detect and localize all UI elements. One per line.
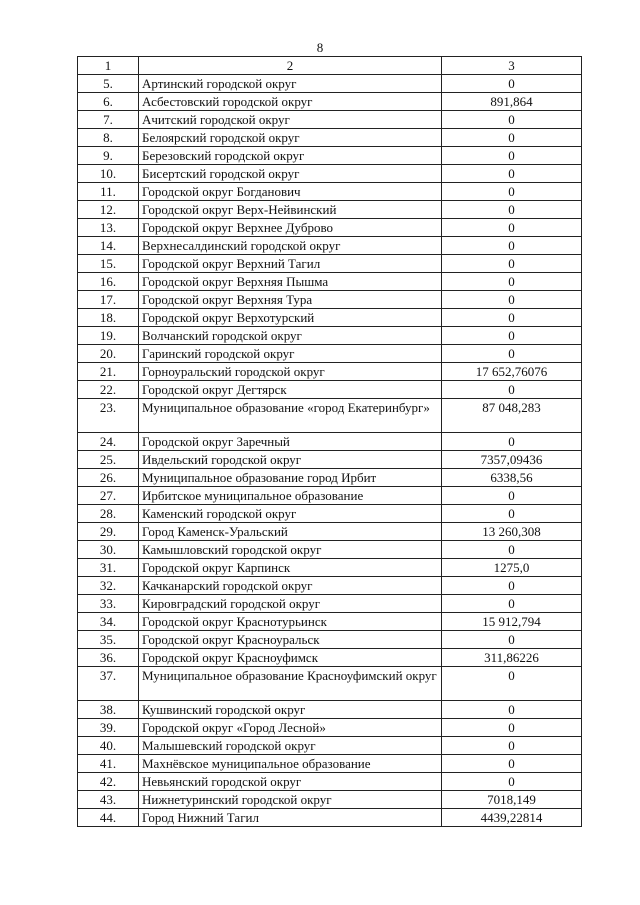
table-row: [78, 255, 582, 273]
column-header-value: 3: [442, 57, 582, 75]
row-value: 0: [442, 737, 582, 755]
table-row: [78, 505, 582, 523]
row-name: Горноуральский городской округ: [139, 363, 442, 381]
table-row: [78, 487, 582, 505]
row-number: 23.: [78, 399, 139, 433]
row-number: 43.: [78, 791, 139, 809]
row-number: 32.: [78, 577, 139, 595]
row-number: 9.: [78, 147, 139, 165]
row-name: Городской округ Красноуральск: [139, 631, 442, 649]
row-number: 31.: [78, 559, 139, 577]
row-number: 40.: [78, 737, 139, 755]
row-value: 7018,149: [442, 791, 582, 809]
row-name: Городской округ Богданович: [139, 183, 442, 201]
row-name: Артинский городской округ: [139, 75, 442, 93]
row-value: 0: [442, 219, 582, 237]
table-row: [78, 291, 582, 309]
row-value: 0: [442, 255, 582, 273]
row-name: Городской округ Красноуфимск: [139, 649, 442, 667]
row-name: Гаринский городской округ: [139, 345, 442, 363]
table-row: [78, 345, 582, 363]
row-value: 0: [442, 129, 582, 147]
table-row: [78, 737, 582, 755]
row-name: Камышловский городской округ: [139, 541, 442, 559]
row-name: Белоярский городской округ: [139, 129, 442, 147]
row-name: Невьянский городской округ: [139, 773, 442, 791]
row-name: Городской округ Верхняя Тура: [139, 291, 442, 309]
page-number: 8: [316, 40, 324, 55]
row-name: Верхнесалдинский городской округ: [139, 237, 442, 255]
row-value: 0: [442, 577, 582, 595]
table-row: [78, 309, 582, 327]
row-value: 0: [442, 381, 582, 399]
row-value: 17 652,76076: [442, 363, 582, 381]
row-number: 25.: [78, 451, 139, 469]
row-name: Махнёвское муниципальное образование: [139, 755, 442, 773]
row-number: 7.: [78, 111, 139, 129]
row-name: Бисертский городской округ: [139, 165, 442, 183]
row-value: 0: [442, 433, 582, 451]
row-value: 0: [442, 165, 582, 183]
row-name: Муниципальное образование «город Екатеринбург»: [139, 399, 442, 433]
row-name: Качканарский городской округ: [139, 577, 442, 595]
row-name: Городской округ «Город Лесной»: [139, 719, 442, 737]
row-number: 19.: [78, 327, 139, 345]
row-value: 0: [442, 719, 582, 737]
row-number: 20.: [78, 345, 139, 363]
row-name: Город Нижний Тагил: [139, 809, 442, 827]
table-row: [78, 559, 582, 577]
row-value: 0: [442, 273, 582, 291]
row-name: Городской округ Заречный: [139, 433, 442, 451]
row-value: 1275,0: [442, 559, 582, 577]
table-row: [78, 577, 582, 595]
row-name: Городской округ Верхнее Дуброво: [139, 219, 442, 237]
row-name: Ирбитское муниципальное образование: [139, 487, 442, 505]
table-row: [78, 719, 582, 737]
row-number: 13.: [78, 219, 139, 237]
row-value: 0: [442, 183, 582, 201]
row-name: Нижнетуринский городской округ: [139, 791, 442, 809]
row-value: 0: [442, 309, 582, 327]
row-name: Кировградский городской округ: [139, 595, 442, 613]
row-name: Ивдельский городской округ: [139, 451, 442, 469]
table-row: [78, 75, 582, 93]
row-name: Городской округ Дегтярск: [139, 381, 442, 399]
row-number: 16.: [78, 273, 139, 291]
row-number: 28.: [78, 505, 139, 523]
table-row: [78, 631, 582, 649]
table-row: [78, 433, 582, 451]
row-value: 0: [442, 541, 582, 559]
row-number: 30.: [78, 541, 139, 559]
row-value: 0: [442, 147, 582, 165]
row-name: Городской округ Верх-Нейвинский: [139, 201, 442, 219]
table-row: [78, 111, 582, 129]
row-name: Муниципальное образование город Ирбит: [139, 469, 442, 487]
row-number: 27.: [78, 487, 139, 505]
table-header-row: [78, 57, 582, 75]
table-row: [78, 165, 582, 183]
row-value: 0: [442, 631, 582, 649]
row-name: Городской округ Верхотурский: [139, 309, 442, 327]
table-row: [78, 613, 582, 631]
row-value: 0: [442, 755, 582, 773]
table-row: [78, 381, 582, 399]
table-row: [78, 399, 582, 433]
row-number: 15.: [78, 255, 139, 273]
row-value: 0: [442, 201, 582, 219]
table-row: [78, 129, 582, 147]
row-name: Асбестовский городской округ: [139, 93, 442, 111]
row-number: 10.: [78, 165, 139, 183]
row-value: 0: [442, 667, 582, 701]
table-row: [78, 649, 582, 667]
row-name: Кушвинский городской округ: [139, 701, 442, 719]
table-row: [78, 523, 582, 541]
row-name: Волчанский городской округ: [139, 327, 442, 345]
row-number: 38.: [78, 701, 139, 719]
table-row: [78, 201, 582, 219]
row-value: 0: [442, 75, 582, 93]
row-name: Городской округ Краснотурьинск: [139, 613, 442, 631]
data-table: [77, 56, 582, 827]
row-name: Городской округ Карпинск: [139, 559, 442, 577]
table-row: [78, 469, 582, 487]
table-row: [78, 701, 582, 719]
row-name: Каменский городской округ: [139, 505, 442, 523]
row-number: 37.: [78, 667, 139, 701]
row-number: 44.: [78, 809, 139, 827]
table-row: [78, 237, 582, 255]
row-number: 21.: [78, 363, 139, 381]
row-value: 6338,56: [442, 469, 582, 487]
row-number: 42.: [78, 773, 139, 791]
table-row: [78, 93, 582, 111]
table-row: [78, 773, 582, 791]
table-row: [78, 147, 582, 165]
row-number: 6.: [78, 93, 139, 111]
row-name: Малышевский городской округ: [139, 737, 442, 755]
row-name: Городской округ Верхняя Пышма: [139, 273, 442, 291]
row-number: 26.: [78, 469, 139, 487]
row-number: 35.: [78, 631, 139, 649]
row-number: 39.: [78, 719, 139, 737]
row-number: 24.: [78, 433, 139, 451]
row-value: 13 260,308: [442, 523, 582, 541]
row-value: 311,86226: [442, 649, 582, 667]
table-row: [78, 755, 582, 773]
table-row: [78, 791, 582, 809]
table-row: [78, 327, 582, 345]
table-row: [78, 219, 582, 237]
row-number: 18.: [78, 309, 139, 327]
row-value: 891,864: [442, 93, 582, 111]
row-value: 0: [442, 701, 582, 719]
row-number: 12.: [78, 201, 139, 219]
table-row: [78, 451, 582, 469]
table-row: [78, 595, 582, 613]
row-number: 41.: [78, 755, 139, 773]
row-value: 0: [442, 505, 582, 523]
row-number: 17.: [78, 291, 139, 309]
row-value: 4439,22814: [442, 809, 582, 827]
table-row: [78, 363, 582, 381]
row-name: Городской округ Верхний Тагил: [139, 255, 442, 273]
row-number: 34.: [78, 613, 139, 631]
row-value: 0: [442, 773, 582, 791]
row-value: 0: [442, 111, 582, 129]
row-value: 0: [442, 345, 582, 363]
row-number: 14.: [78, 237, 139, 255]
row-value: 0: [442, 327, 582, 345]
row-number: 5.: [78, 75, 139, 93]
table-row: [78, 667, 582, 701]
row-name: Муниципальное образование Красноуфимский округ: [139, 667, 442, 701]
table-row: [78, 273, 582, 291]
row-name: Город Каменск-Уральский: [139, 523, 442, 541]
table-row: [78, 183, 582, 201]
row-value: 0: [442, 487, 582, 505]
row-number: 29.: [78, 523, 139, 541]
column-header-name: 2: [139, 57, 442, 75]
row-value: 15 912,794: [442, 613, 582, 631]
row-number: 8.: [78, 129, 139, 147]
table-row: [78, 809, 582, 827]
row-number: 11.: [78, 183, 139, 201]
row-number: 36.: [78, 649, 139, 667]
table-row: [78, 541, 582, 559]
row-number: 22.: [78, 381, 139, 399]
row-value: 0: [442, 291, 582, 309]
row-value: 0: [442, 237, 582, 255]
row-number: 33.: [78, 595, 139, 613]
row-name: Ачитский городской округ: [139, 111, 442, 129]
row-value: 87 048,283: [442, 399, 582, 433]
column-header-number: 1: [78, 57, 139, 75]
row-name: Березовский городской округ: [139, 147, 442, 165]
row-value: 7357,09436: [442, 451, 582, 469]
row-value: 0: [442, 595, 582, 613]
